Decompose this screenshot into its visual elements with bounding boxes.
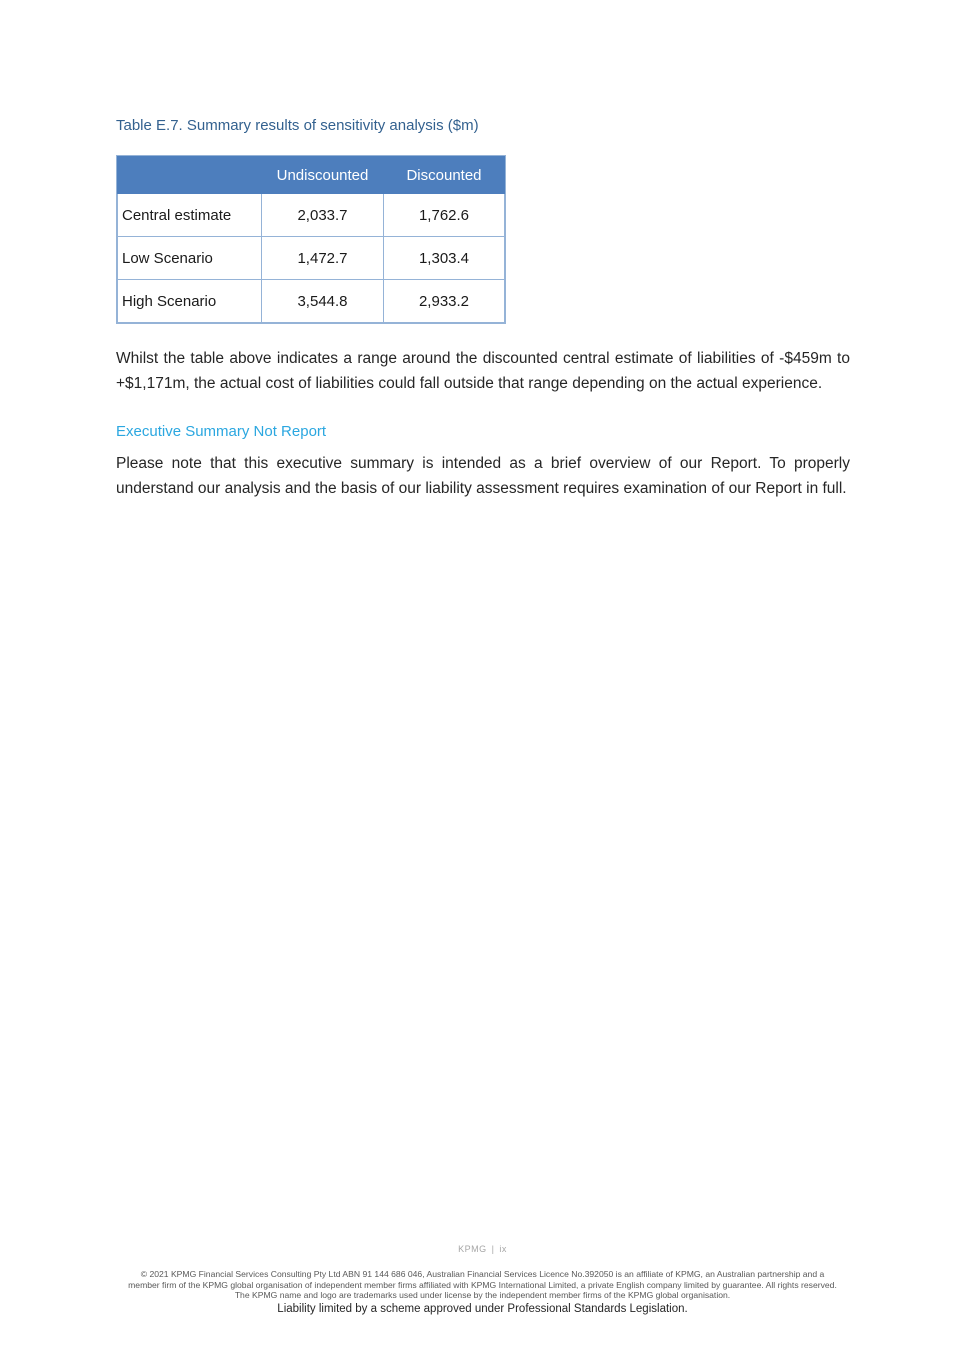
row-label: Central estimate: [118, 194, 262, 237]
table-row: [118, 237, 505, 280]
footer-separator: |: [491, 1244, 495, 1254]
paragraph-executive-summary-note: Please note that this executive summary is intended as a brief overview of our Report. To properly understand our analysis and the basis of our liability assessment requires examination of our Report in full.: [116, 455, 850, 497]
row-label: Low Scenario: [118, 237, 262, 280]
page-footer: [0, 1244, 965, 1315]
section-heading: Executive Summary Not Report: [116, 423, 327, 440]
paragraph-sensitivity-range: Whilst the table above indicates a range around the discounted central estimate of liabilities of -$459m to +$1,171m, the actual cost of liabilities could fall outside that range depending on the actual experience.: [116, 350, 850, 392]
table-row: [118, 194, 505, 237]
table-header-cell-empty: [118, 157, 262, 194]
footer-brand: KPMG: [458, 1244, 487, 1254]
row-label: High Scenario: [118, 280, 262, 323]
table-cell: 1,762.6: [384, 194, 505, 237]
footer-legal-text: © 2021 KPMG Financial Services Consulting Pty Ltd ABN 91 144 686 046, Australian Financial Services Licence No.392050 is an affiliate of KPMG, an Australian partnership and a member firm of the KPMG global organisation of independent member firms affiliated with KPMG International Limited, a private English company limited by guarantee. All rights reserved. The KPMG name and logo are trademarks used under license by the independent member firms of the KPMG global organisation.: [128, 1269, 837, 1301]
table-row: [118, 280, 505, 323]
table-header-cell-undiscounted: Undiscounted: [262, 157, 384, 194]
table-cell: 3,544.8: [262, 280, 384, 323]
footer-liability-text: Liability limited by a scheme approved under Professional Standards Legislation.: [277, 1302, 688, 1315]
table-cell: 1,303.4: [384, 237, 505, 280]
table-cell: 1,472.7: [262, 237, 384, 280]
table-cell: 2,033.7: [262, 194, 384, 237]
table-caption: Table E.7. Summary results of sensitivity analysis ($m): [116, 117, 479, 134]
table-header-row: [118, 157, 505, 194]
table-header-cell-discounted: Discounted: [384, 157, 505, 194]
sensitivity-table: [117, 156, 505, 323]
table-cell: 2,933.2: [384, 280, 505, 323]
footer-page-number: ix: [499, 1244, 507, 1254]
page-content: [116, 117, 850, 510]
sensitivity-table-frame: [116, 155, 506, 324]
footer-page-reference: [0, 1244, 965, 1254]
